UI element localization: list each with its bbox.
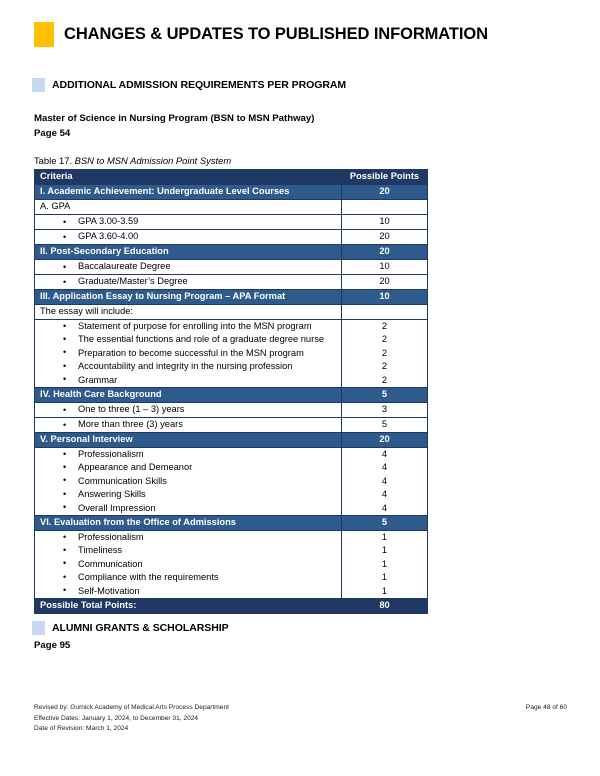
footer-page-number: Page 48 of 60 <box>525 704 567 711</box>
table-row <box>35 200 428 215</box>
points-value: 2 <box>381 361 388 372</box>
table-row <box>35 275 428 290</box>
footer-revised-by: Revised by: Gurnick Academy of Medical Arts Process Department <box>34 704 229 711</box>
points-value: 4 <box>381 489 388 500</box>
section-points-cell: 10 <box>342 290 428 305</box>
points-bullet-group <box>342 320 428 388</box>
section-title-cell: V. Personal Interview <box>35 433 342 448</box>
table-header-row <box>35 170 428 185</box>
list-item: • Statement of purpose for enrolling into the MSN program <box>35 320 341 333</box>
points-value: 2 <box>381 321 388 331</box>
points-value: 4 <box>381 502 388 513</box>
criteria-bullet-group <box>35 320 342 388</box>
criteria-bullet-group <box>35 448 342 516</box>
criteria-cell: • GPA 3.60-4.00 <box>35 230 342 245</box>
bullet-list <box>35 448 341 515</box>
program-info-block <box>34 111 314 141</box>
table-total-row <box>35 599 428 614</box>
program-name: Master of Science in Nursing Program (BSN to MSN Pathway) <box>34 113 315 124</box>
criteria-cell: • More than three (3) years <box>35 418 342 433</box>
table-section-row <box>35 388 428 403</box>
table-section-row <box>35 185 428 200</box>
section-points-cell: 20 <box>342 433 428 448</box>
points-list <box>342 448 427 515</box>
criteria-cell: • Baccalaureate Degree <box>35 260 342 275</box>
points-list <box>342 531 427 598</box>
list-item: • Accountability and integrity in the nursing profession <box>35 360 341 373</box>
table-row <box>35 403 428 418</box>
header-cell-points <box>342 170 428 185</box>
banner-title: CHANGES & UPDATES TO PUBLISHED INFORMATION <box>64 25 488 43</box>
criteria-cell: • Graduate/Master’s Degree <box>35 275 342 290</box>
page-footer <box>34 703 567 735</box>
points-bullet-group <box>342 448 428 516</box>
criteria-cell: • GPA 3.00-3.59 <box>35 215 342 230</box>
header-criteria-label: Criteria <box>40 171 73 182</box>
list-item: • Appearance and Demeanor <box>35 461 341 474</box>
header-cell-criteria <box>35 170 342 185</box>
program-page-reference: Page 54 <box>34 128 71 139</box>
section-heading-label: ALUMNI GRANTS & SCHOLARSHIP <box>52 622 229 634</box>
list-item: • Self-Motivation <box>35 585 341 598</box>
points-value: 4 <box>381 449 388 460</box>
list-item: • Timeliness <box>35 544 341 557</box>
section-heading-label: ADDITIONAL ADMISSION REQUIREMENTS PER PROGRAM <box>52 79 347 91</box>
table-bullet-block-row <box>35 448 428 516</box>
points-value: 4 <box>381 462 388 473</box>
table-caption-label: Table 17. <box>34 155 73 166</box>
points-bullet-group <box>342 531 428 599</box>
section-title-cell: IV. Health Care Background <box>35 388 342 403</box>
list-item: • Professionalism <box>35 448 341 461</box>
gold-square-icon <box>34 22 54 47</box>
points-value: 1 <box>381 585 388 596</box>
table-caption <box>34 155 231 166</box>
light-blue-square-icon <box>32 78 45 92</box>
list-item: • Communication <box>35 558 341 571</box>
table-row <box>35 418 428 433</box>
footer-left-block <box>34 703 229 735</box>
footer-effective-dates: Effective Dates: January 1, 2024, to December 31, 2024 <box>34 714 199 722</box>
points-cell: 10 <box>342 260 428 275</box>
section-points-cell: 5 <box>342 516 428 531</box>
main-banner-heading <box>34 22 488 47</box>
subheading-cell: The essay will include: <box>35 305 342 320</box>
light-blue-square-icon <box>32 621 45 635</box>
header-points-label: Possible Points <box>349 171 420 182</box>
section-points-cell: 20 <box>342 245 428 260</box>
list-item: • Overall Impression <box>35 502 341 515</box>
list-item: • Communication Skills <box>35 475 341 488</box>
section-title-cell: II. Post-Secondary Education <box>35 245 342 260</box>
footer-date-of-revision: Date of Revision: March 1, 2024 <box>34 725 129 732</box>
table-section-row <box>35 433 428 448</box>
criteria-cell: • One to three (1 – 3) years <box>35 403 342 418</box>
table-section-row <box>35 290 428 305</box>
points-cell: 3 <box>342 403 428 418</box>
section-heading-admission-requirements <box>32 78 346 92</box>
total-label-cell: Possible Total Points: <box>35 599 342 614</box>
table-bullet-block-row <box>35 320 428 388</box>
list-item: • Compliance with the requirements <box>35 571 341 584</box>
table-bullet-block-row <box>35 531 428 599</box>
list-item: • The essential functions and role of a graduate degree nurse <box>35 333 341 346</box>
alumni-page-reference: Page 95 <box>34 640 71 651</box>
points-value: 1 <box>381 532 388 543</box>
table-section-row <box>35 245 428 260</box>
subheading-points-cell <box>342 305 428 320</box>
bullet-list <box>35 320 341 387</box>
list-item: • Answering Skills <box>35 488 341 501</box>
points-cell: 20 <box>342 230 428 245</box>
table-row <box>35 230 428 245</box>
subheading-points-cell <box>342 200 428 215</box>
table-row <box>35 260 428 275</box>
criteria-bullet-group <box>35 531 342 599</box>
points-value: 2 <box>381 347 388 358</box>
total-points-cell: 80 <box>342 599 428 614</box>
points-value: 2 <box>381 334 388 345</box>
list-item: • Professionalism <box>35 531 341 544</box>
points-value: 1 <box>381 558 388 569</box>
section-title-cell: VI. Evaluation from the Office of Admissions <box>35 516 342 531</box>
points-cell: 10 <box>342 215 428 230</box>
section-points-cell: 20 <box>342 185 428 200</box>
points-value: 2 <box>381 374 388 385</box>
points-value: 1 <box>381 572 388 583</box>
subheading-cell: A. GPA <box>35 200 342 215</box>
points-list <box>342 320 427 387</box>
points-cell: 5 <box>342 418 428 433</box>
list-item: • Preparation to become successful in the MSN program <box>35 347 341 360</box>
list-item: • Grammar <box>35 374 341 387</box>
section-heading-alumni-grants <box>32 621 229 635</box>
points-value: 4 <box>381 475 388 486</box>
section-title-cell: III. Application Essay to Nursing Program – APA Format <box>35 290 342 305</box>
section-points-cell: 5 <box>342 388 428 403</box>
section-title-cell: I. Academic Achievement: Undergraduate Level Courses <box>35 185 342 200</box>
points-value: 1 <box>381 545 388 556</box>
table-section-row <box>35 516 428 531</box>
table-caption-title: BSN to MSN Admission Point System <box>74 155 232 166</box>
points-cell: 20 <box>342 275 428 290</box>
table-row <box>35 215 428 230</box>
table-row <box>35 305 428 320</box>
bullet-list <box>35 531 341 598</box>
admission-point-system-table <box>34 169 428 614</box>
